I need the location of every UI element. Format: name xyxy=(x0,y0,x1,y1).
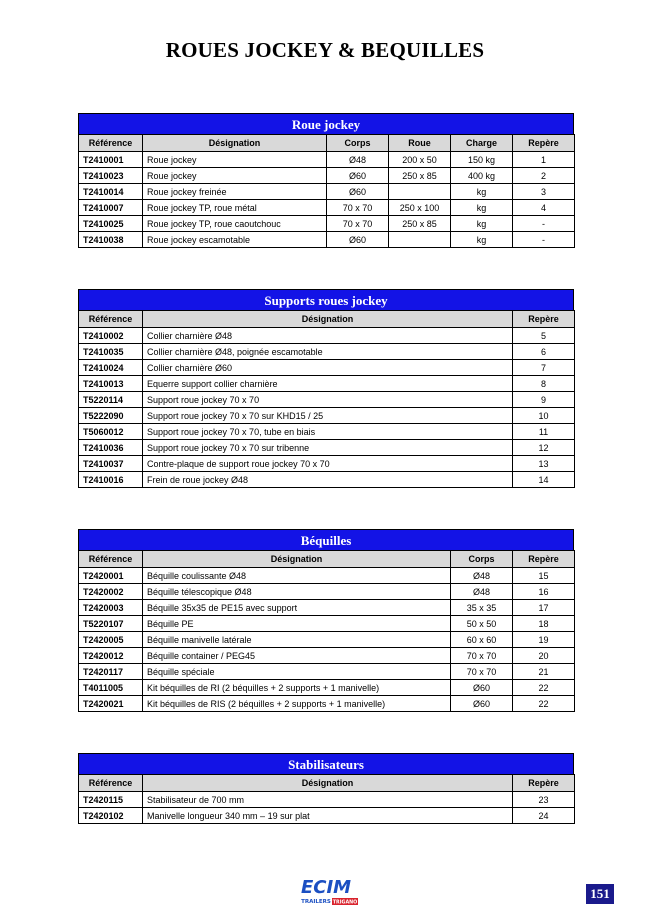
designation-cell: Support roue jockey 70 x 70 sur KHD15 / 25 xyxy=(143,408,513,424)
value-cell: 20 xyxy=(513,648,575,664)
table-row xyxy=(79,232,575,248)
designation-cell: Béquille 35x35 de PE15 avec support xyxy=(143,600,451,616)
designation-cell: Roue jockey TP, roue métal xyxy=(143,200,327,216)
ecim-logo xyxy=(280,876,372,906)
designation-cell: Frein de roue jockey Ø48 xyxy=(143,472,513,488)
value-cell: Ø48 xyxy=(451,568,513,584)
column-header: Désignation xyxy=(143,551,451,568)
value-cell: 8 xyxy=(513,376,575,392)
stabilisateurs-table xyxy=(78,774,575,824)
table-row xyxy=(79,440,575,456)
table-body xyxy=(79,152,575,248)
reference-cell: T4011005 xyxy=(79,680,143,696)
value-cell: Ø60 xyxy=(327,168,389,184)
designation-cell: Kit béquilles de RIS (2 béquilles + 2 supports + 1 manivelle) xyxy=(143,696,451,712)
table-row xyxy=(79,184,575,200)
designation-cell: Support roue jockey 70 x 70 xyxy=(143,392,513,408)
column-header: Repère xyxy=(513,135,575,152)
value-cell: 1 xyxy=(513,152,575,168)
table-row xyxy=(79,648,575,664)
section-title: Roue jockey xyxy=(78,113,574,134)
table-row xyxy=(79,152,575,168)
designation-cell: Kit béquilles de RI (2 béquilles + 2 supports + 1 manivelle) xyxy=(143,680,451,696)
table-row xyxy=(79,584,575,600)
table-row xyxy=(79,200,575,216)
table-row xyxy=(79,408,575,424)
value-cell: 70 x 70 xyxy=(327,200,389,216)
value-cell: Ø60 xyxy=(451,696,513,712)
supports-table xyxy=(78,310,575,488)
value-cell: 10 xyxy=(513,408,575,424)
reference-cell: T2410024 xyxy=(79,360,143,376)
designation-cell: Béquille manivelle latérale xyxy=(143,632,451,648)
table-row xyxy=(79,168,575,184)
value-cell: - xyxy=(513,216,575,232)
value-cell: 200 x 50 xyxy=(389,152,451,168)
table-row xyxy=(79,616,575,632)
table-row xyxy=(79,360,575,376)
value-cell: 60 x 60 xyxy=(451,632,513,648)
value-cell: 70 x 70 xyxy=(451,664,513,680)
column-header: Référence xyxy=(79,775,143,792)
value-cell: Ø48 xyxy=(327,152,389,168)
table-row xyxy=(79,344,575,360)
column-header: Repère xyxy=(513,551,575,568)
value-cell: 6 xyxy=(513,344,575,360)
value-cell: 35 x 35 xyxy=(451,600,513,616)
page-title: ROUES JOCKEY & BEQUILLES xyxy=(165,38,485,62)
value-cell: 70 x 70 xyxy=(451,648,513,664)
value-cell: 21 xyxy=(513,664,575,680)
reference-cell: T2410013 xyxy=(79,376,143,392)
value-cell: 3 xyxy=(513,184,575,200)
reference-cell: T2410036 xyxy=(79,440,143,456)
reference-cell: T2410014 xyxy=(79,184,143,200)
value-cell: 50 x 50 xyxy=(451,616,513,632)
value-cell: 17 xyxy=(513,600,575,616)
reference-cell: T2410007 xyxy=(79,200,143,216)
table-row xyxy=(79,664,575,680)
table-row xyxy=(79,568,575,584)
value-cell: 22 xyxy=(513,696,575,712)
reference-cell: T2420102 xyxy=(79,808,143,824)
designation-cell: Support roue jockey 70 x 70 sur tribenne xyxy=(143,440,513,456)
value-cell: 23 xyxy=(513,792,575,808)
designation-cell: Contre-plaque de support roue jockey 70 x 70 xyxy=(143,456,513,472)
table-row xyxy=(79,808,575,824)
column-header: Désignation xyxy=(143,135,327,152)
table-row xyxy=(79,792,575,808)
reference-cell: T2420003 xyxy=(79,600,143,616)
column-header: Repère xyxy=(513,311,575,328)
value-cell: 14 xyxy=(513,472,575,488)
reference-cell: T2410035 xyxy=(79,344,143,360)
reference-cell: T2420021 xyxy=(79,696,143,712)
value-cell: 24 xyxy=(513,808,575,824)
column-header: Référence xyxy=(79,311,143,328)
value-cell: 19 xyxy=(513,632,575,648)
reference-cell: T2420117 xyxy=(79,664,143,680)
designation-cell: Collier charnière Ø60 xyxy=(143,360,513,376)
table-row xyxy=(79,680,575,696)
value-cell: 13 xyxy=(513,456,575,472)
table-header-row xyxy=(79,311,575,328)
value-cell: 4 xyxy=(513,200,575,216)
reference-cell: T2410025 xyxy=(79,216,143,232)
column-header: Charge xyxy=(451,135,513,152)
column-header: Corps xyxy=(327,135,389,152)
designation-cell: Collier charnière Ø48 xyxy=(143,328,513,344)
value-cell: Ø48 xyxy=(451,584,513,600)
reference-cell: T2420005 xyxy=(79,632,143,648)
table-row xyxy=(79,472,575,488)
reference-cell: T5220107 xyxy=(79,616,143,632)
reference-cell: T5222090 xyxy=(79,408,143,424)
column-header: Roue xyxy=(389,135,451,152)
value-cell: 150 kg xyxy=(451,152,513,168)
reference-cell: T2420002 xyxy=(79,584,143,600)
table-row xyxy=(79,456,575,472)
value-cell: 5 xyxy=(513,328,575,344)
value-cell xyxy=(389,232,451,248)
reference-cell: T2410037 xyxy=(79,456,143,472)
value-cell: 250 x 100 xyxy=(389,200,451,216)
table-header-row xyxy=(79,135,575,152)
reference-cell: T2420001 xyxy=(79,568,143,584)
reference-cell: T2410038 xyxy=(79,232,143,248)
logo-brand: TRIGANO xyxy=(332,900,358,906)
designation-cell: Manivelle longueur 340 mm – 19 sur plat xyxy=(143,808,513,824)
logo-text: ECIM xyxy=(300,877,352,898)
designation-cell: Roue jockey xyxy=(143,152,327,168)
designation-cell: Béquille télescopique Ø48 xyxy=(143,584,451,600)
table-body xyxy=(79,792,575,824)
section-title: Supports roues jockey xyxy=(78,289,574,310)
section-title: Béquilles xyxy=(78,529,574,550)
value-cell: 18 xyxy=(513,616,575,632)
value-cell: 9 xyxy=(513,392,575,408)
reference-cell: T2420115 xyxy=(79,792,143,808)
designation-cell: Roue jockey escamotable xyxy=(143,232,327,248)
designation-cell: Collier charnière Ø48, poignée escamotable xyxy=(143,344,513,360)
value-cell: 22 xyxy=(513,680,575,696)
value-cell: 250 x 85 xyxy=(389,216,451,232)
column-header: Repère xyxy=(513,775,575,792)
section-bequilles xyxy=(78,529,574,712)
table-row xyxy=(79,632,575,648)
table-header-row xyxy=(79,551,575,568)
section-stabilisateurs xyxy=(78,753,574,824)
value-cell: kg xyxy=(451,232,513,248)
designation-cell: Roue jockey xyxy=(143,168,327,184)
designation-cell: Béquille PE xyxy=(143,616,451,632)
designation-cell: Roue jockey TP, roue caoutchouc xyxy=(143,216,327,232)
column-header: Désignation xyxy=(143,311,513,328)
table-body xyxy=(79,568,575,712)
page-number: 151 xyxy=(586,884,614,904)
column-header: Corps xyxy=(451,551,513,568)
value-cell: 11 xyxy=(513,424,575,440)
value-cell xyxy=(389,184,451,200)
reference-cell: T2410001 xyxy=(79,152,143,168)
column-header: Référence xyxy=(79,551,143,568)
value-cell: Ø60 xyxy=(451,680,513,696)
value-cell: 70 x 70 xyxy=(327,216,389,232)
logo-subtext: TRAILERS xyxy=(301,899,331,905)
table-body xyxy=(79,328,575,488)
table-row xyxy=(79,424,575,440)
designation-cell: Equerre support collier charnière xyxy=(143,376,513,392)
reference-cell: T2410002 xyxy=(79,328,143,344)
value-cell: 250 x 85 xyxy=(389,168,451,184)
value-cell: 12 xyxy=(513,440,575,456)
table-row xyxy=(79,392,575,408)
value-cell: 7 xyxy=(513,360,575,376)
bequilles-table xyxy=(78,550,575,712)
reference-cell: T5060012 xyxy=(79,424,143,440)
table-row xyxy=(79,376,575,392)
value-cell: 400 kg xyxy=(451,168,513,184)
column-header: Référence xyxy=(79,135,143,152)
designation-cell: Béquille coulissante Ø48 xyxy=(143,568,451,584)
value-cell: - xyxy=(513,232,575,248)
value-cell: 15 xyxy=(513,568,575,584)
table-row xyxy=(79,328,575,344)
roue-jockey-table xyxy=(78,134,575,248)
reference-cell: T2410016 xyxy=(79,472,143,488)
section-supports-roues-jockey xyxy=(78,289,574,488)
reference-cell: T5220114 xyxy=(79,392,143,408)
value-cell: Ø60 xyxy=(327,232,389,248)
section-roue-jockey xyxy=(78,113,574,248)
value-cell: Ø60 xyxy=(327,184,389,200)
section-title: Stabilisateurs xyxy=(78,753,574,774)
value-cell: kg xyxy=(451,216,513,232)
designation-cell: Béquille container / PEG45 xyxy=(143,648,451,664)
designation-cell: Roue jockey freinée xyxy=(143,184,327,200)
table-row xyxy=(79,696,575,712)
designation-cell: Support roue jockey 70 x 70, tube en biais xyxy=(143,424,513,440)
designation-cell: Stabilisateur de 700 mm xyxy=(143,792,513,808)
designation-cell: Béquille spéciale xyxy=(143,664,451,680)
table-row xyxy=(79,216,575,232)
reference-cell: T2410023 xyxy=(79,168,143,184)
reference-cell: T2420012 xyxy=(79,648,143,664)
value-cell: kg xyxy=(451,200,513,216)
value-cell: 2 xyxy=(513,168,575,184)
table-row xyxy=(79,600,575,616)
column-header: Désignation xyxy=(143,775,513,792)
value-cell: 16 xyxy=(513,584,575,600)
value-cell: kg xyxy=(451,184,513,200)
table-header-row xyxy=(79,775,575,792)
